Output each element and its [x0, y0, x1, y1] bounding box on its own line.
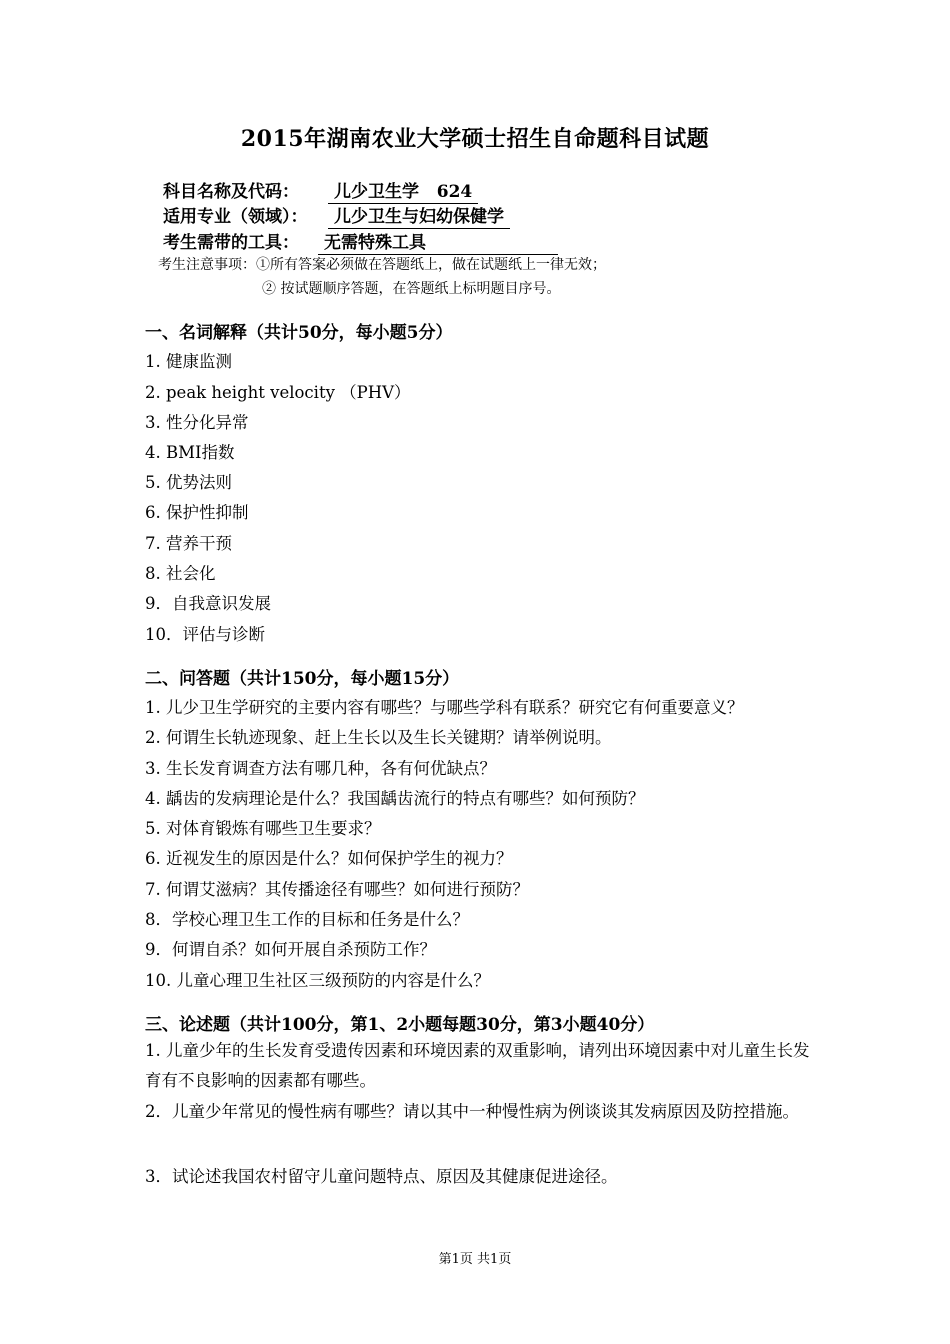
major-label: 适用专业（领域）：	[163, 207, 308, 227]
section-2-item: 10. 儿童心理卫生社区三级预防的内容是什么？	[145, 971, 490, 990]
subject-value: 儿少卫生学 624	[328, 182, 478, 204]
page-number: 第1页 共1页	[438, 1252, 512, 1267]
section-1-item: 2. peak height velocity （PHV）	[145, 383, 411, 402]
section-1-item: 3. 性分化异常	[145, 413, 249, 432]
section-1-heading: 一、名词解释（共计50分，每小题5分）	[145, 323, 453, 343]
section-2-item: 8．学校心理卫生工作的目标和任务是什么？	[145, 910, 469, 929]
major-value: 儿少卫生与妇幼保健学	[328, 207, 510, 229]
section-2-item: 3. 生长发育调查方法有哪几种，各有何优缺点？	[145, 759, 496, 778]
section-1-item: 10．评估与诊断	[145, 625, 265, 644]
subject-row	[163, 177, 478, 204]
section-2-item: 7. 何谓艾滋病？其传播途径有哪些？如何进行预防？	[145, 880, 529, 899]
major-row	[163, 202, 510, 229]
tools-row	[163, 228, 558, 255]
section-2-heading: 二、问答题（共计150分，每小题15分）	[145, 669, 460, 689]
section-1-item: 1. 健康监测	[145, 352, 232, 371]
notice-line-2: ② 按试题顺序答题，在答题纸上标明题目序号。	[262, 281, 561, 297]
tools-label: 考生需带的工具：	[163, 233, 299, 253]
section-2-item: 5. 对体育锻炼有哪些卫生要求？	[145, 819, 381, 838]
section-3-item: 1. 儿童少年的生长发育受遗传因素和环境因素的双重影响，请列出环境因素中对儿童生长发育有不良影响的因素都有哪些。	[145, 1041, 810, 1090]
section-1-item: 9．自我意识发展	[145, 594, 271, 613]
exam-title: 2015年湖南农业大学硕士招生自命题科目试题	[240, 126, 710, 152]
section-1-item: 7. 营养干预	[145, 534, 232, 553]
section-1-item: 5. 优势法则	[145, 473, 232, 492]
tools-value: 无需特殊工具	[318, 233, 558, 255]
subject-label: 科目名称及代码：	[163, 182, 299, 202]
section-1-item: 6. 保护性抑制	[145, 503, 249, 522]
section-3-item: 2．儿童少年常见的慢性病有哪些？请以其中一种慢性病为例谈谈其发病原因及防控措施。	[145, 1102, 799, 1121]
section-1-item: 4. BMI指数	[145, 443, 235, 462]
section-2-item: 2. 何谓生长轨迹现象、赶上生长以及生长关键期？请举例说明。	[145, 728, 612, 747]
section-2-item: 1. 儿少卫生学研究的主要内容有哪些？与哪些学科有联系？研究它有何重要意义？	[145, 698, 744, 717]
section-2-item: 9．何谓自杀？如何开展自杀预防工作？	[145, 940, 436, 959]
section-3-item: 3．试论述我国农村留守儿童问题特点、原因及其健康促进途径。	[145, 1167, 618, 1186]
section-2-item: 4. 龋齿的发病理论是什么？我国龋齿流行的特点有哪些？如何预防？	[145, 789, 645, 808]
section-3-heading: 三、论述题（共计100分，第1、2小题每题30分，第3小题40分）	[145, 1015, 655, 1035]
notice-line-1: 考生注意事项：①所有答案必须做在答题纸上，做在试题纸上一律无效；	[158, 257, 606, 273]
section-1-item: 8. 社会化	[145, 564, 216, 583]
section-2-item: 6. 近视发生的原因是什么？如何保护学生的视力？	[145, 849, 513, 868]
